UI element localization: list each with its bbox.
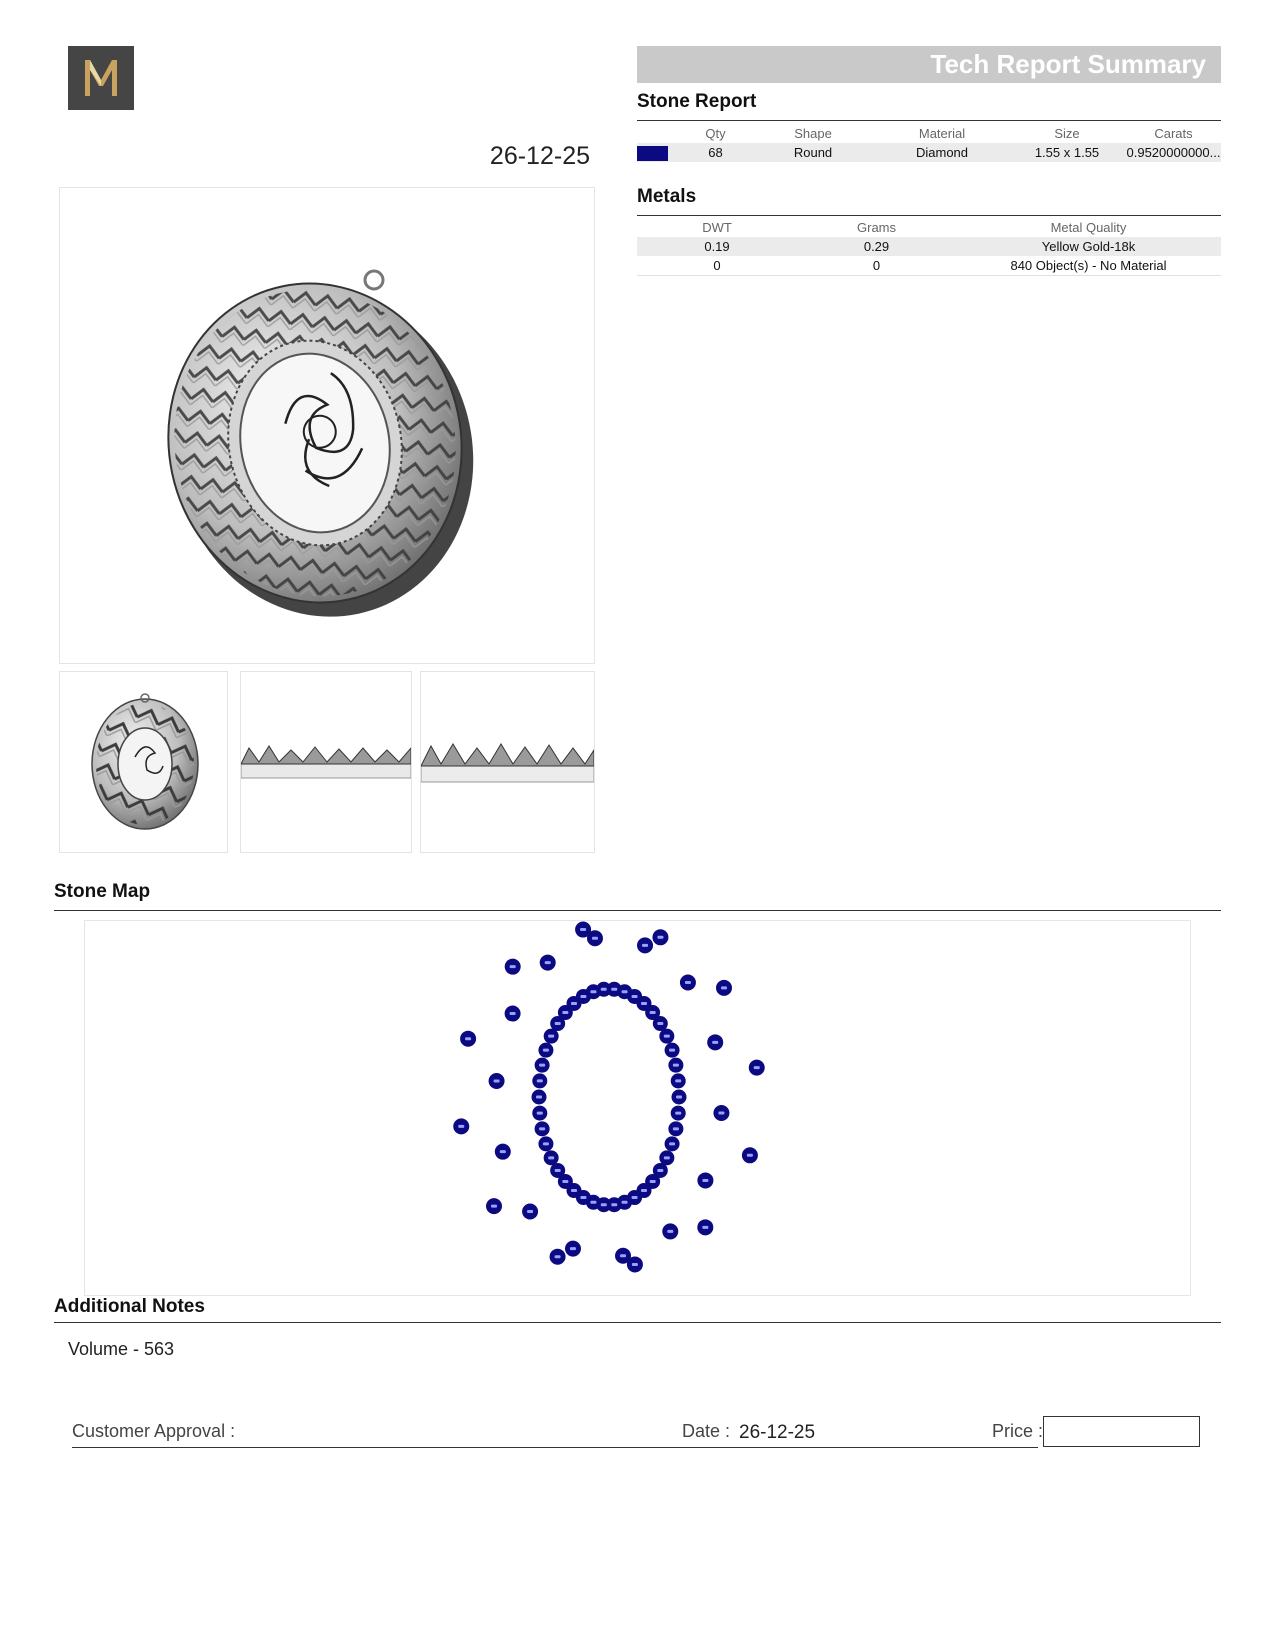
stone-marker [486,1198,502,1214]
stone-marker [565,1241,581,1257]
report-date: 26-12-25 [489,142,590,170]
stone-marker [535,1058,550,1073]
stone-report-rule [637,120,1221,121]
stone-marker [532,1106,547,1121]
stone-marker [697,1172,713,1188]
pendant-front-render [60,672,227,852]
stone-marker [495,1144,511,1160]
additional-notes-heading: Additional Notes [54,1296,205,1317]
pendant-side-render-2 [421,672,594,852]
column-header: Qty [705,125,726,141]
stone-marker [749,1060,765,1076]
stone-marker [659,1029,674,1044]
thumbnail-side[interactable] [240,671,412,853]
stone-marker [680,974,696,990]
column-header: Size [1054,125,1080,141]
stone-marker [627,1256,643,1272]
stone-marker [505,1006,521,1022]
column-header: Carats [1154,125,1193,141]
stone-marker [538,1043,553,1058]
metal-dwt: 0.19 [637,237,797,256]
stone-marker [668,1121,683,1136]
metals-table [637,217,1221,276]
stone-marker [522,1204,538,1220]
price-label: Price : [992,1421,1044,1441]
stone-marker [505,959,521,975]
stone-marker [532,1073,547,1088]
stone-carats: 0.9520000000... [1126,145,1221,160]
approval-date-value: 26-12-25 [739,1422,816,1443]
stone-marker [460,1031,476,1047]
column-header: DWT [702,219,732,235]
stone-marker [575,922,591,938]
stone-report-heading: Stone Report [637,91,757,112]
table-row [637,256,1221,276]
metal-quality: Yellow Gold-18k [956,237,1221,256]
approval-signature-line [72,1447,1038,1448]
thumbnail-side-2[interactable] [420,671,595,853]
stone-marker [538,1136,553,1151]
stone-marker [540,955,556,971]
stone-marker [665,1043,680,1058]
stone-marker [535,1121,550,1136]
stone-marker [489,1073,505,1089]
stone-marker [544,1150,559,1165]
stone-shape: Round [750,143,876,162]
report-title: Tech Report Summary [930,49,1206,79]
pendant-side-render [241,672,411,852]
metals-rule [637,215,1221,216]
customer-approval-label: Customer Approval : [72,1421,236,1441]
stone-marker [453,1118,469,1134]
volume-note: Volume - 563 [68,1339,175,1359]
stone-marker [707,1034,723,1050]
stone-map-frame [84,920,1191,1296]
stone-marker [668,1058,683,1073]
stone-marker [652,929,668,945]
stone-material: Diamond [876,143,1008,162]
stone-map-heading: Stone Map [54,881,151,902]
metals-header-row [637,217,1221,237]
stone-marker [742,1147,758,1163]
table-row [637,143,1221,162]
company-logo [68,46,134,110]
metal-quality: 840 Object(s) - No Material [956,256,1221,276]
thumbnail-front[interactable] [59,671,228,853]
metal-grams: 0.29 [797,237,956,256]
stone-size: 1.55 x 1.55 [1008,143,1126,162]
stone-marker [672,1090,687,1105]
metal-grams: 0 [797,256,956,276]
main-render-frame [59,187,595,664]
stone-marker [637,937,653,953]
stone-marker [697,1219,713,1235]
logo-m-icon [68,46,134,110]
additional-notes-rule [54,1322,1221,1323]
column-header: Shape [794,125,832,141]
metals-heading: Metals [637,186,697,207]
stone-map-rule [54,910,1221,911]
stone-marker [665,1136,680,1151]
stone-marker [671,1106,686,1121]
stone-map-canvas [85,921,1190,1295]
stone-marker [716,980,732,996]
column-header: Material [918,125,966,141]
stone-report-header-row [637,123,1221,143]
pendant-render-image [60,188,594,663]
table-row [637,237,1221,256]
stone-marker [671,1073,686,1088]
approval-date-label: Date : [682,1421,731,1441]
report-title-bar [637,46,1221,83]
column-header: Grams [857,219,896,235]
stone-qty: 68 [681,143,750,162]
price-input-box[interactable] [1043,1416,1200,1447]
stone-report-table [637,123,1221,162]
stone-marker [532,1090,547,1105]
stone-marker [662,1223,678,1239]
color-column-header [637,123,681,143]
column-header: Metal Quality [1050,219,1127,235]
stone-color-swatch [637,146,668,161]
stone-marker [550,1249,566,1265]
stone-marker [713,1105,729,1121]
metal-dwt: 0 [637,256,797,276]
